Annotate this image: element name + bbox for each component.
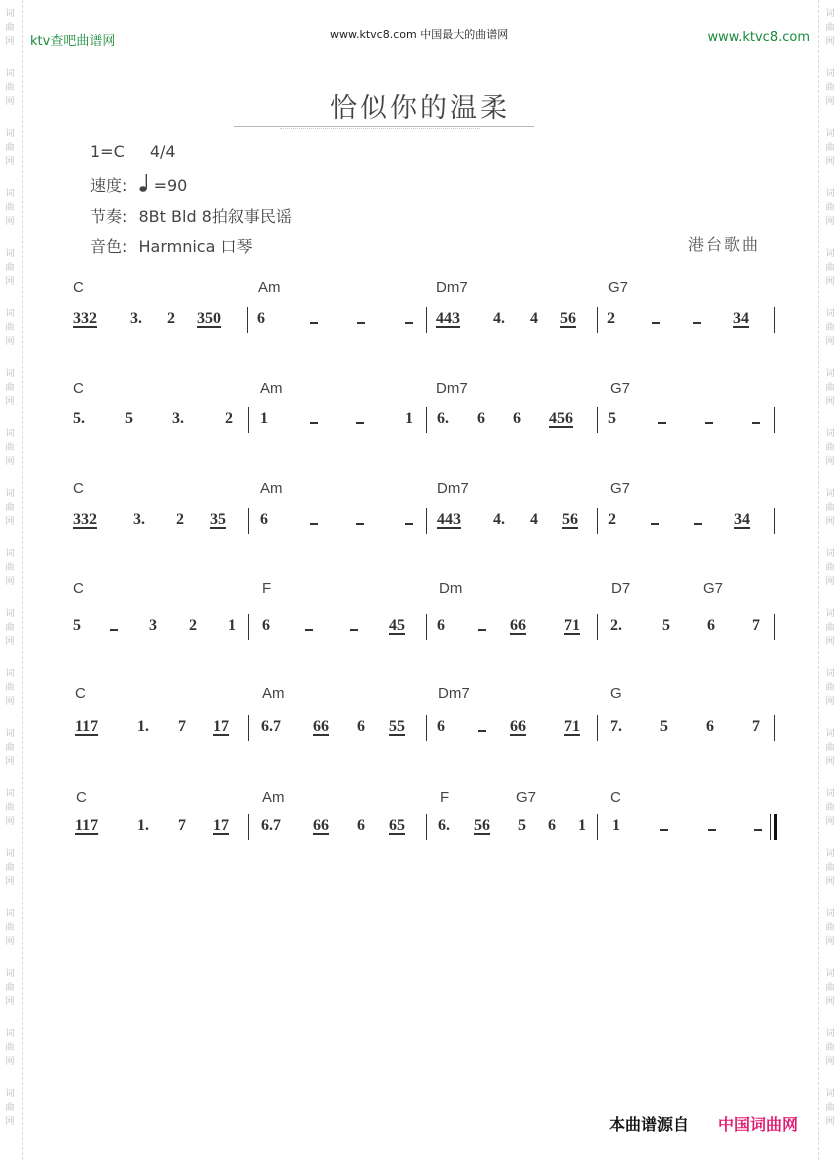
note-group: 3. bbox=[172, 410, 184, 427]
sustain-dash bbox=[705, 422, 713, 424]
note-group: 3 bbox=[149, 617, 157, 634]
note-group: 1. bbox=[137, 817, 149, 834]
watermark-char: 网 bbox=[5, 997, 15, 1007]
watermark-char: 词 bbox=[5, 369, 15, 379]
watermark-char: 词 bbox=[5, 129, 15, 139]
watermark-char: 曲 bbox=[5, 23, 15, 33]
sustain-dash bbox=[356, 422, 364, 424]
note-group: 7 bbox=[178, 817, 186, 834]
watermark-char: 网 bbox=[825, 37, 835, 47]
sustain-dash bbox=[356, 523, 364, 525]
watermark-char: 曲 bbox=[5, 983, 15, 993]
footer-source-text: 本曲谱源自 bbox=[609, 1115, 690, 1134]
chord-symbol: C bbox=[73, 279, 84, 296]
watermark-char: 曲 bbox=[825, 1103, 835, 1113]
watermark-char: 网 bbox=[5, 217, 15, 227]
half-note-icon bbox=[139, 173, 149, 197]
watermark-char: 词 bbox=[5, 969, 15, 979]
note-group: 66 bbox=[313, 718, 329, 735]
barline bbox=[597, 814, 598, 840]
watermark-char: 曲 bbox=[5, 83, 15, 93]
key-signature-row bbox=[90, 142, 176, 161]
watermark-char: 曲 bbox=[825, 563, 835, 573]
watermark-char: 曲 bbox=[5, 863, 15, 873]
time-signature: 4/4 bbox=[149, 142, 176, 161]
note-group: 5 bbox=[662, 617, 670, 634]
left-margin-line bbox=[22, 0, 23, 1160]
barline bbox=[248, 407, 249, 433]
sustain-dash bbox=[658, 422, 666, 424]
note-group: 6 bbox=[357, 718, 365, 735]
chord-symbol: G bbox=[610, 685, 622, 702]
note-group: 4 bbox=[530, 310, 538, 327]
sustain-dash bbox=[357, 322, 365, 324]
note-group: 2 bbox=[608, 511, 616, 528]
note-group: 6 bbox=[437, 617, 445, 634]
barline bbox=[426, 307, 427, 333]
watermark-char: 词 bbox=[5, 429, 15, 439]
watermark-char: 曲 bbox=[825, 203, 835, 213]
watermark-char: 词 bbox=[825, 69, 835, 79]
note-group: 6 bbox=[477, 410, 485, 427]
note-group: 2 bbox=[189, 617, 197, 634]
watermark-char: 词 bbox=[825, 189, 835, 199]
note-group: 1 bbox=[228, 617, 236, 634]
watermark-char: 网 bbox=[5, 457, 15, 467]
header-left-site[interactable]: ktv查吧曲谱网 bbox=[30, 34, 116, 49]
note-group: 5 bbox=[608, 410, 616, 427]
watermark-char: 词 bbox=[825, 669, 835, 679]
watermark-char: 曲 bbox=[825, 263, 835, 273]
note-group: 4. bbox=[493, 511, 505, 528]
watermark-char: 网 bbox=[825, 97, 835, 107]
note-group: 7 bbox=[752, 718, 760, 735]
watermark-char: 曲 bbox=[825, 983, 835, 993]
watermark-char: 曲 bbox=[825, 923, 835, 933]
chord-symbol: Am bbox=[262, 789, 285, 806]
watermark-char: 网 bbox=[5, 817, 15, 827]
sustain-dash bbox=[310, 523, 318, 525]
watermark-char: 词 bbox=[5, 729, 15, 739]
barline bbox=[774, 307, 775, 333]
note-group: 4 bbox=[530, 511, 538, 528]
watermark-char: 词 bbox=[825, 789, 835, 799]
watermark-char: 网 bbox=[825, 457, 835, 467]
watermark-char: 网 bbox=[5, 637, 15, 647]
watermark-char: 曲 bbox=[5, 803, 15, 813]
chord-symbol: G7 bbox=[610, 480, 631, 497]
note-group: 5 bbox=[660, 718, 668, 735]
chord-symbol: G7 bbox=[610, 380, 631, 397]
watermark-char: 曲 bbox=[5, 743, 15, 753]
sustain-dash bbox=[651, 523, 659, 525]
note-group: 1 bbox=[578, 817, 586, 834]
watermark-char: 词 bbox=[825, 249, 835, 259]
watermark-char: 词 bbox=[5, 669, 15, 679]
note-group: 6 bbox=[357, 817, 365, 834]
note-group: 6. bbox=[438, 817, 450, 834]
watermark-char: 网 bbox=[825, 397, 835, 407]
note-group: 6 bbox=[707, 617, 715, 634]
watermark-char: 词 bbox=[5, 489, 15, 499]
watermark-char: 曲 bbox=[825, 383, 835, 393]
sustain-dash bbox=[310, 422, 318, 424]
watermark-char: 网 bbox=[825, 157, 835, 167]
note-group: 71 bbox=[564, 617, 580, 634]
watermark-char: 网 bbox=[5, 757, 15, 767]
header-center-slogan[interactable]: www.ktvc8.com 中国最大的曲谱网 bbox=[330, 28, 509, 41]
watermark-char: 词 bbox=[5, 549, 15, 559]
sustain-dash bbox=[694, 523, 702, 525]
watermark-char: 曲 bbox=[825, 623, 835, 633]
note-group: 4. bbox=[493, 310, 505, 327]
chord-symbol: Dm7 bbox=[436, 279, 468, 296]
note-group: 6 bbox=[257, 310, 265, 327]
tempo-value: =90 bbox=[153, 176, 188, 195]
barline bbox=[248, 614, 249, 640]
barline bbox=[426, 814, 427, 840]
chord-symbol: Dm7 bbox=[437, 480, 469, 497]
watermark-char: 网 bbox=[5, 97, 15, 107]
note-group: 5 bbox=[73, 617, 81, 634]
note-group: 45 bbox=[389, 617, 405, 634]
chord-symbol: Am bbox=[258, 279, 281, 296]
watermark-char: 词 bbox=[825, 729, 835, 739]
watermark-char: 曲 bbox=[825, 1043, 835, 1053]
watermark-char: 曲 bbox=[825, 863, 835, 873]
chord-symbol: G7 bbox=[703, 580, 724, 597]
sustain-dash bbox=[478, 730, 486, 732]
chord-symbol: D7 bbox=[611, 580, 631, 597]
right-watermark-strip bbox=[818, 0, 840, 1160]
sustain-dash bbox=[660, 829, 668, 831]
watermark-char: 词 bbox=[5, 609, 15, 619]
watermark-char: 曲 bbox=[5, 683, 15, 693]
chord-symbol: G7 bbox=[608, 279, 629, 296]
note-group: 56 bbox=[474, 817, 490, 834]
chord-symbol: C bbox=[73, 580, 84, 597]
note-group: 6.7 bbox=[261, 817, 281, 834]
watermark-char: 网 bbox=[825, 877, 835, 887]
watermark-char: 曲 bbox=[825, 323, 835, 333]
note-group: 6 bbox=[513, 410, 521, 427]
barline bbox=[248, 814, 249, 840]
watermark-char: 网 bbox=[825, 817, 835, 827]
watermark-char: 曲 bbox=[825, 683, 835, 693]
chord-symbol: C bbox=[76, 789, 87, 806]
note-group: 443 bbox=[437, 511, 461, 528]
note-group: 5 bbox=[518, 817, 526, 834]
sustain-dash bbox=[752, 422, 760, 424]
sustain-dash bbox=[652, 322, 660, 324]
barline bbox=[426, 715, 427, 741]
key-signature: 1=C bbox=[90, 142, 125, 161]
rhythm-row bbox=[90, 204, 292, 227]
chord-symbol: Am bbox=[260, 480, 283, 497]
watermark-char: 曲 bbox=[5, 263, 15, 273]
watermark-char: 词 bbox=[825, 609, 835, 619]
note-group: 117 bbox=[75, 817, 99, 834]
watermark-char: 曲 bbox=[5, 203, 15, 213]
watermark-char: 曲 bbox=[5, 1103, 15, 1113]
sustain-dash bbox=[310, 322, 318, 324]
watermark-char: 网 bbox=[5, 397, 15, 407]
note-group: 2 bbox=[176, 511, 184, 528]
note-group: 66 bbox=[510, 617, 526, 634]
note-group: 332 bbox=[73, 310, 97, 327]
sustain-dash bbox=[708, 829, 716, 831]
chord-symbol: C bbox=[73, 380, 84, 397]
rhythm-label: 节奏: bbox=[90, 207, 128, 226]
tempo-label: 速度: bbox=[90, 176, 128, 195]
tone-value: Harmnica 口琴 bbox=[138, 237, 253, 256]
watermark-char: 曲 bbox=[5, 503, 15, 513]
sustain-dash bbox=[405, 322, 413, 324]
footer-site-link[interactable]: 中国词曲网 bbox=[718, 1115, 799, 1134]
watermark-char: 网 bbox=[825, 997, 835, 1007]
watermark-char: 词 bbox=[825, 549, 835, 559]
watermark-char: 词 bbox=[5, 9, 15, 19]
watermark-char: 词 bbox=[825, 489, 835, 499]
note-group: 1. bbox=[137, 718, 149, 735]
watermark-char: 网 bbox=[5, 157, 15, 167]
barline bbox=[597, 614, 598, 640]
sustain-dash bbox=[110, 629, 118, 631]
watermark-char: 词 bbox=[5, 1089, 15, 1099]
note-group: 350 bbox=[197, 310, 221, 327]
barline bbox=[247, 307, 248, 333]
final-barline bbox=[774, 814, 777, 840]
watermark-char: 网 bbox=[5, 277, 15, 287]
note-group: 34 bbox=[734, 511, 750, 528]
watermark-char: 词 bbox=[825, 129, 835, 139]
watermark-char: 词 bbox=[825, 9, 835, 19]
barline bbox=[248, 715, 249, 741]
barline bbox=[597, 407, 598, 433]
watermark-char: 曲 bbox=[5, 1043, 15, 1053]
tone-row bbox=[90, 234, 253, 257]
note-group: 5 bbox=[125, 410, 133, 427]
note-group: 332 bbox=[73, 511, 97, 528]
watermark-char: 曲 bbox=[5, 623, 15, 633]
watermark-char: 词 bbox=[5, 309, 15, 319]
watermark-char: 词 bbox=[5, 909, 15, 919]
note-group: 7 bbox=[752, 617, 760, 634]
note-group: 65 bbox=[389, 817, 405, 834]
barline bbox=[426, 407, 427, 433]
barline bbox=[774, 407, 775, 433]
note-group: 7. bbox=[610, 718, 622, 735]
watermark-char: 词 bbox=[5, 789, 15, 799]
note-group: 2 bbox=[225, 410, 233, 427]
note-group: 117 bbox=[75, 718, 99, 735]
watermark-char: 网 bbox=[5, 1057, 15, 1067]
note-group: 55 bbox=[389, 718, 405, 735]
chord-symbol: G7 bbox=[516, 789, 537, 806]
sustain-dash bbox=[350, 629, 358, 631]
sustain-dash bbox=[754, 829, 762, 831]
watermark-char: 词 bbox=[5, 849, 15, 859]
barline bbox=[426, 614, 427, 640]
title-underline bbox=[234, 126, 534, 127]
watermark-char: 词 bbox=[825, 909, 835, 919]
watermark-char: 曲 bbox=[5, 443, 15, 453]
watermark-char: 曲 bbox=[825, 23, 835, 33]
tempo-row bbox=[90, 173, 187, 197]
sustain-dash bbox=[305, 629, 313, 631]
note-group: 66 bbox=[313, 817, 329, 834]
note-group: 6 bbox=[260, 511, 268, 528]
watermark-char: 网 bbox=[5, 37, 15, 47]
barline bbox=[774, 508, 775, 534]
watermark-char: 网 bbox=[825, 757, 835, 767]
song-title: 恰似你的温柔 bbox=[330, 93, 510, 124]
note-group: 6 bbox=[437, 718, 445, 735]
rhythm-value: 8Bt Bld 8拍叙事民谣 bbox=[138, 207, 292, 226]
watermark-char: 曲 bbox=[5, 383, 15, 393]
watermark-char: 网 bbox=[825, 577, 835, 587]
watermark-char: 词 bbox=[825, 369, 835, 379]
sustain-dash bbox=[478, 629, 486, 631]
watermark-char: 网 bbox=[5, 697, 15, 707]
note-group: 5. bbox=[73, 410, 85, 427]
note-group: 3. bbox=[133, 511, 145, 528]
note-group: 443 bbox=[436, 310, 460, 327]
note-group: 3. bbox=[130, 310, 142, 327]
note-group: 2 bbox=[167, 310, 175, 327]
watermark-char: 网 bbox=[5, 1117, 15, 1127]
note-group: 56 bbox=[560, 310, 576, 327]
watermark-char: 网 bbox=[825, 337, 835, 347]
note-group: 1 bbox=[260, 410, 268, 427]
watermark-char: 曲 bbox=[5, 563, 15, 573]
sustain-dash bbox=[405, 523, 413, 525]
watermark-char: 曲 bbox=[5, 143, 15, 153]
watermark-char: 网 bbox=[825, 1057, 835, 1067]
note-group: 6 bbox=[706, 718, 714, 735]
composer-credit: 港台歌曲 bbox=[688, 235, 761, 254]
watermark-char: 词 bbox=[5, 69, 15, 79]
watermark-char: 曲 bbox=[825, 503, 835, 513]
chord-symbol: Dm7 bbox=[438, 685, 470, 702]
note-group: 34 bbox=[733, 310, 749, 327]
note-group: 1 bbox=[612, 817, 620, 834]
watermark-char: 网 bbox=[825, 637, 835, 647]
note-group: 66 bbox=[510, 718, 526, 735]
note-group: 6.7 bbox=[261, 718, 281, 735]
chord-symbol: C bbox=[610, 789, 621, 806]
watermark-char: 曲 bbox=[5, 923, 15, 933]
watermark-char: 词 bbox=[825, 969, 835, 979]
watermark-char: 词 bbox=[5, 189, 15, 199]
watermark-char: 词 bbox=[825, 849, 835, 859]
watermark-char: 网 bbox=[825, 277, 835, 287]
tone-label: 音色: bbox=[90, 237, 128, 256]
chord-symbol: F bbox=[262, 580, 272, 597]
note-group: 2 bbox=[607, 310, 615, 327]
watermark-char: 曲 bbox=[825, 743, 835, 753]
chord-symbol: C bbox=[75, 685, 86, 702]
note-group: 6 bbox=[548, 817, 556, 834]
right-margin-line bbox=[818, 0, 819, 1160]
watermark-char: 网 bbox=[5, 517, 15, 527]
watermark-char: 曲 bbox=[825, 443, 835, 453]
note-group: 35 bbox=[210, 511, 226, 528]
chord-symbol: Am bbox=[262, 685, 285, 702]
watermark-char: 网 bbox=[5, 577, 15, 587]
watermark-char: 曲 bbox=[5, 323, 15, 333]
barline bbox=[597, 508, 598, 534]
watermark-char: 词 bbox=[5, 1029, 15, 1039]
barline bbox=[774, 614, 775, 640]
left-watermark-strip bbox=[0, 0, 22, 1160]
note-group: 56 bbox=[562, 511, 578, 528]
barline bbox=[597, 307, 598, 333]
note-group: 17 bbox=[213, 817, 229, 834]
watermark-char: 网 bbox=[825, 697, 835, 707]
note-group: 456 bbox=[549, 410, 573, 427]
header-right-url[interactable]: www.ktvc8.com bbox=[707, 30, 810, 45]
watermark-char: 网 bbox=[825, 517, 835, 527]
watermark-char: 网 bbox=[5, 877, 15, 887]
note-group: 7 bbox=[178, 718, 186, 735]
watermark-char: 词 bbox=[825, 1089, 835, 1099]
watermark-char: 曲 bbox=[825, 83, 835, 93]
barline bbox=[774, 715, 775, 741]
watermark-char: 曲 bbox=[825, 143, 835, 153]
barline bbox=[597, 715, 598, 741]
watermark-char: 词 bbox=[825, 309, 835, 319]
sustain-dash bbox=[693, 322, 701, 324]
watermark-char: 网 bbox=[825, 937, 835, 947]
final-barline-thin bbox=[770, 814, 771, 840]
watermark-char: 网 bbox=[825, 217, 835, 227]
watermark-char: 词 bbox=[825, 429, 835, 439]
chord-symbol: Dm bbox=[439, 580, 463, 597]
watermark-char: 网 bbox=[5, 937, 15, 947]
barline bbox=[426, 508, 427, 534]
barline bbox=[248, 508, 249, 534]
watermark-char: 曲 bbox=[825, 803, 835, 813]
chord-symbol: C bbox=[73, 480, 84, 497]
chord-symbol: Am bbox=[260, 380, 283, 397]
note-group: 2. bbox=[610, 617, 622, 634]
note-group: 6 bbox=[262, 617, 270, 634]
watermark-char: 网 bbox=[5, 337, 15, 347]
note-group: 71 bbox=[564, 718, 580, 735]
title-underline-dotted bbox=[280, 128, 480, 129]
chord-symbol: F bbox=[440, 789, 450, 806]
watermark-char: 网 bbox=[825, 1117, 835, 1127]
note-group: 1 bbox=[405, 410, 413, 427]
note-group: 17 bbox=[213, 718, 229, 735]
chord-symbol: Dm7 bbox=[436, 380, 468, 397]
watermark-char: 词 bbox=[5, 249, 15, 259]
note-group: 6. bbox=[437, 410, 449, 427]
watermark-char: 词 bbox=[825, 1029, 835, 1039]
